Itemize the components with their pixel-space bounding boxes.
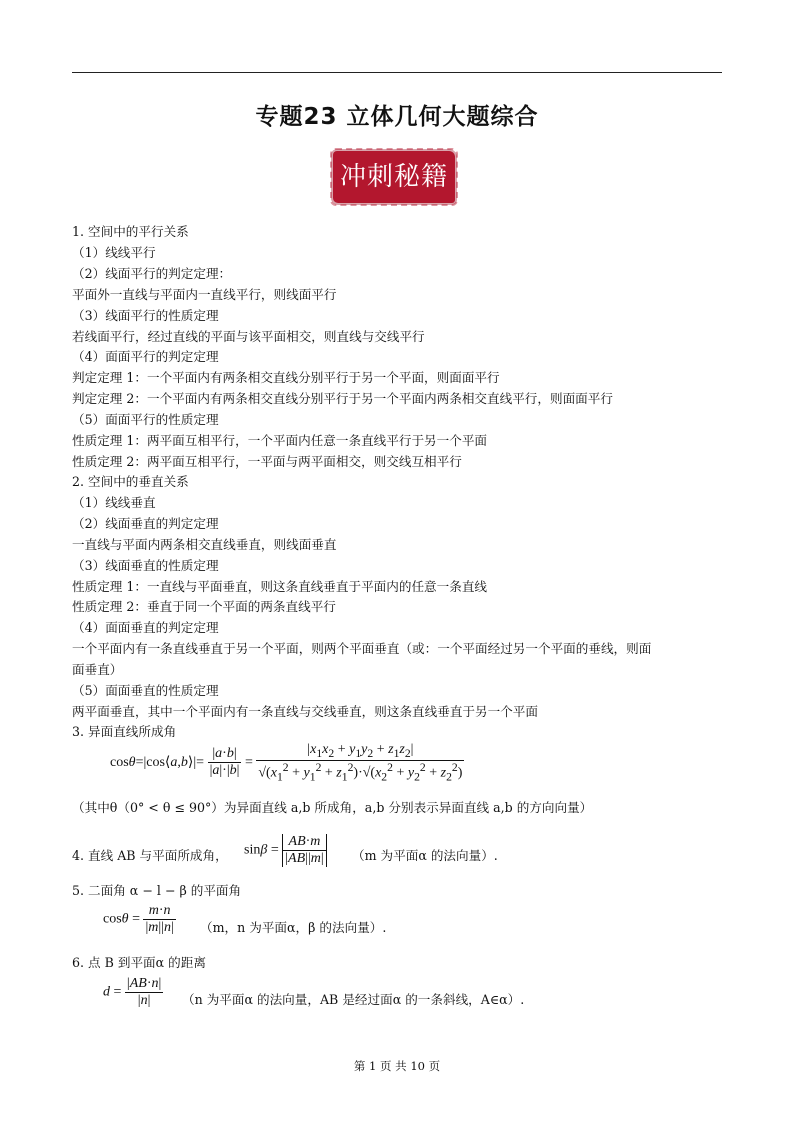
page-title: 专题23 立体几何大题综合: [255, 104, 539, 130]
text-line: （4）面面平行的判定定理: [72, 349, 219, 364]
page-footer: 第 1 页 共 10 页: [353, 1059, 441, 1073]
text-line: （3）线面平行的性质定理: [72, 308, 219, 323]
text-line: 性质定理 2：垂直于同一个平面的两条直线平行: [72, 599, 336, 614]
text-line: 性质定理 1：一直线与平面垂直，则这条直线垂直于平面内的任意一条直线: [72, 579, 488, 594]
text-line: （3）线面垂直的性质定理: [72, 558, 219, 573]
text-line: 5. 二面角 α − l − β 的平面角: [72, 883, 242, 898]
text-line: 判定定理 2：一个平面内有两条相交直线分别平行于另一个平面内两条相交直线平行，则面面平行: [72, 391, 613, 406]
text-line: 6. 点 B 到平面α 的距离: [72, 955, 206, 970]
text-line: 4. 直线 AB 与平面所成角，: [72, 848, 228, 863]
formula-dihedral-angle: cosθ = $\frac{m\cdot n}{|m||n|}$: [103, 903, 174, 935]
text-line: 3. 异面直线所成角: [72, 724, 177, 739]
text-line: 两平面垂直，其中一个平面内有一条直线与交线垂直，则这条直线垂直于另一个平面: [72, 704, 538, 719]
formula-line-plane-angle: sinβ = $\frac{AB\cdot m}{|AB||m|}$: [244, 834, 327, 867]
text-line: （2）线面平行的判定定理：: [72, 266, 232, 281]
text-line: 若线面平行，经过直线的平面与该平面相交，则直线与交线平行: [72, 329, 425, 344]
formula-point-plane-distance: d = $\frac{|AB\cdot n|}{|n|}$: [103, 976, 162, 1008]
formula-skew-angle: cosθ=|cos⟨a,b⟩|= $\frac{|a\cdot b|}{|a|\cdot|b|}$ = $\frac{|x_1x_2 + y_1y_2 + z_1z_2|}{√(x_1^2 + y_1^2 + z_1^2)\cdot√(x_2^2 + y_2^2 + z_2^2)}$: [110, 742, 463, 784]
text-line: （1）线线垂直: [72, 495, 156, 510]
text-line: 面垂直）: [72, 662, 123, 677]
text-line: （5）面面垂直的性质定理: [72, 683, 219, 698]
text-line: 平面外一直线与平面内一直线平行，则线面平行: [72, 287, 337, 302]
text-line: 判定定理 1：一个平面内有两条相交直线分别平行于另一个平面，则面面平行: [72, 370, 500, 385]
formula-note: （其中θ（0° < θ ≤ 90°）为异面直线 a,b 所成角，a,b 分别表示异面直线 a,b 的方向向量）: [72, 800, 593, 815]
text-line: 1. 空间中的平行关系: [72, 224, 189, 239]
text-line: （1）线线平行: [72, 245, 156, 260]
text-line: （5）面面平行的性质定理: [72, 412, 219, 427]
stamp-badge: [333, 151, 455, 203]
formula-note: （n 为平面α 的法向量，AB 是经过面α 的一条斜线，A∈α）.: [182, 992, 525, 1007]
text-line: 2. 空间中的垂直关系: [72, 474, 189, 489]
text-line: （2）线面垂直的判定定理: [72, 516, 219, 531]
header-rule: [72, 72, 722, 73]
formula-note: （m 为平面α 的法向量）.: [352, 848, 498, 863]
text-line: 性质定理 2：两平面互相平行，一平面与两平面相交，则交线互相平行: [72, 454, 462, 469]
text-line: 一个平面内有一条直线垂直于另一个平面，则两个平面垂直（或：一个平面经过另一个平面的垂线，则面: [72, 641, 652, 656]
formula-note: （m，n 为平面α，β 的法向量）.: [200, 920, 387, 935]
text-line: 一直线与平面内两条相交直线垂直，则线面垂直: [72, 537, 337, 552]
text-line: （4）面面垂直的判定定理: [72, 620, 219, 635]
text-line: 性质定理 1：两平面互相平行，一个平面内任意一条直线平行于另一个平面: [72, 433, 488, 448]
stamp-text: 冲刺秘籍: [339, 162, 448, 192]
